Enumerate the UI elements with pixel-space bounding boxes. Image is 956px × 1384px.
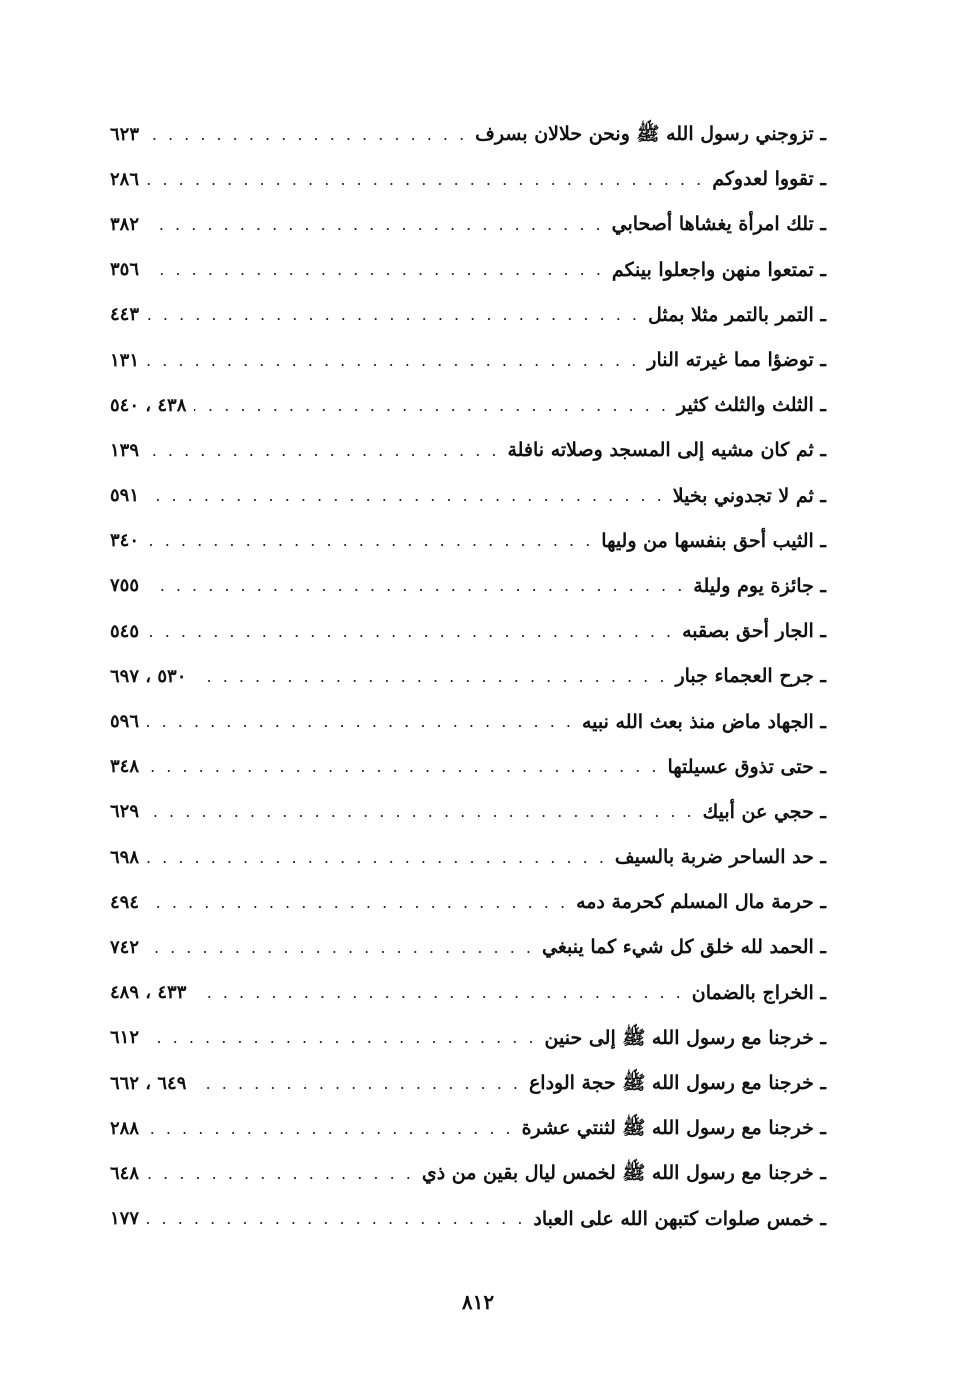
index-entry (110, 1106, 826, 1151)
hadith-index-list (110, 112, 826, 1242)
dot-leader (194, 669, 667, 685)
entry-title: ـ الجهاد ماض منذ بعث الله نبيه (581, 710, 826, 733)
entry-title: ـ خرجنا مع رسول الله ﷺ لثنتي عشرة (521, 1117, 826, 1140)
entry-title: ـ الثيب أحق بنفسها من وليها (601, 529, 826, 552)
entry-title: ـ ثم لا تجدوني بخيلا (672, 484, 826, 507)
dot-leader (147, 1030, 537, 1046)
dot-leader (147, 624, 674, 640)
entry-page-ref: ٤٩٤ (110, 891, 140, 913)
dot-leader (147, 895, 568, 911)
dot-leader (194, 398, 669, 414)
entry-page-ref: ١٣١ (110, 349, 140, 371)
entry-page-ref: ٣٤٨ (110, 756, 140, 778)
entry-page-ref: ٦٩٨ (110, 846, 140, 868)
entry-page-ref: ٥٤٥ (110, 620, 140, 642)
dot-leader (147, 127, 467, 143)
entry-page-ref: ٦٢٩ (110, 801, 140, 823)
dot-leader (147, 850, 607, 866)
dot-leader (147, 940, 534, 956)
index-entry (110, 564, 826, 609)
entry-title: ـ ثم كان مشيه إلى المسجد وصلاته نافلة (507, 439, 826, 462)
index-entry (110, 519, 826, 564)
entry-title: ـ تلك امرأة يغشاها أصحابي (611, 213, 826, 236)
entry-title: ـ الجار أحق بصقبه (682, 620, 826, 643)
entry-page-ref: ١٣٩ (110, 439, 140, 461)
dot-leader (147, 714, 574, 730)
entry-title: ـ تمتعوا منهن واجعلوا بينكم (611, 258, 826, 281)
entry-page-ref: ٧٥٥ (110, 575, 140, 597)
index-entry (110, 474, 826, 519)
dot-leader (194, 985, 683, 1001)
entry-page-ref: ١٧٧ (110, 1208, 140, 1230)
index-entry (110, 699, 826, 744)
dot-leader (147, 307, 640, 323)
index-entry (110, 383, 826, 428)
entry-page-ref: ٦٤٩ ، ٦٦٢ (110, 1072, 187, 1094)
entry-title: ـ تقووا لعدوكم (712, 168, 826, 191)
index-entry (110, 112, 826, 157)
dot-leader (147, 1211, 525, 1227)
entry-page-ref: ٥٩١ (110, 485, 140, 507)
entry-page-ref: ٣٥٦ (110, 259, 140, 281)
entry-title: ـ الثلث والثلث كثير (676, 394, 826, 417)
entry-title: ـ حرمة مال المسلم كحرمة دمه (576, 891, 826, 914)
index-entry (110, 971, 826, 1016)
entry-title: ـ جائزة يوم وليلة (693, 574, 826, 597)
dot-leader (147, 488, 665, 504)
entry-page-ref: ٣٨٢ (110, 213, 140, 235)
dot-leader (147, 759, 659, 775)
dot-leader (194, 1076, 521, 1092)
index-entry (110, 1151, 826, 1196)
entry-title: ـ الخراج بالضمان (691, 981, 826, 1004)
dot-leader (147, 262, 604, 278)
dot-leader (147, 1166, 414, 1182)
index-entry (110, 880, 826, 925)
entry-title: ـ حجي عن أبيك (702, 800, 826, 823)
entry-page-ref: ٦١٢ (110, 1027, 140, 1049)
index-entry (110, 157, 826, 202)
dot-leader (147, 533, 593, 549)
entry-title: ـ توضؤا مما غيرته النار (647, 349, 826, 372)
entry-page-ref: ٢٨٦ (110, 168, 140, 190)
entry-title: ـ حتى تذوق عسيلتها (667, 755, 826, 778)
dot-leader (147, 578, 685, 594)
dot-leader (147, 353, 639, 369)
entry-title: ـ خرجنا مع رسول الله ﷺ إلى حنين (544, 1026, 826, 1049)
entry-page-ref: ٢٨٨ (110, 1117, 140, 1139)
index-entry (110, 248, 826, 293)
index-entry (110, 1197, 826, 1242)
dot-leader (147, 217, 604, 233)
index-entry (110, 790, 826, 835)
entry-title: ـ التمر بالتمر مثلا بمثل (647, 303, 826, 326)
entry-page-ref: ٦٤٨ (110, 1162, 140, 1184)
index-entry (110, 654, 826, 699)
entry-page-ref: ٥٩٦ (110, 711, 140, 733)
dot-leader (147, 1121, 514, 1137)
entry-title: ـ خرجنا مع رسول الله ﷺ لخمس ليال بقين من ذي (421, 1162, 826, 1185)
index-entry (110, 745, 826, 790)
entry-page-ref: ٥٣٠ ، ٦٩٧ (110, 665, 187, 687)
dot-leader (147, 804, 695, 820)
dot-leader (147, 172, 704, 188)
index-entry (110, 609, 826, 654)
index-entry (110, 1016, 826, 1061)
entry-title: ـ الحمد لله خلق كل شيء كما ينبغي (541, 936, 826, 959)
dot-leader (147, 443, 499, 459)
entry-page-ref: ٤٣٨ ، ٥٤٠ (110, 394, 187, 416)
index-entry (110, 428, 826, 473)
index-entry (110, 835, 826, 880)
page-number: ٨١٢ (461, 1290, 495, 1314)
entry-page-ref: ٤٣٣ ، ٤٨٩ (110, 982, 187, 1004)
index-entry (110, 202, 826, 247)
entry-title: ـ تزوجني رسول الله ﷺ ونحن حلالان بسرف (475, 123, 826, 146)
entry-page-ref: ٦٢٣ (110, 123, 140, 145)
entry-page-ref: ٣٤٠ (110, 530, 140, 552)
entry-page-ref: ٧٤٢ (110, 936, 140, 958)
entry-page-ref: ٤٤٣ (110, 304, 140, 326)
index-entry (110, 293, 826, 338)
entry-title: ـ خرجنا مع رسول الله ﷺ حجة الوداع (528, 1072, 826, 1095)
index-entry (110, 925, 826, 970)
entry-title: ـ حد الساحر ضربة بالسيف (614, 846, 826, 869)
index-entry (110, 338, 826, 383)
index-entry (110, 1061, 826, 1106)
entry-title: ـ جرح العجماء جبار (675, 665, 826, 688)
entry-title: ـ خمس صلوات كتبهن الله على العباد (533, 1207, 826, 1230)
